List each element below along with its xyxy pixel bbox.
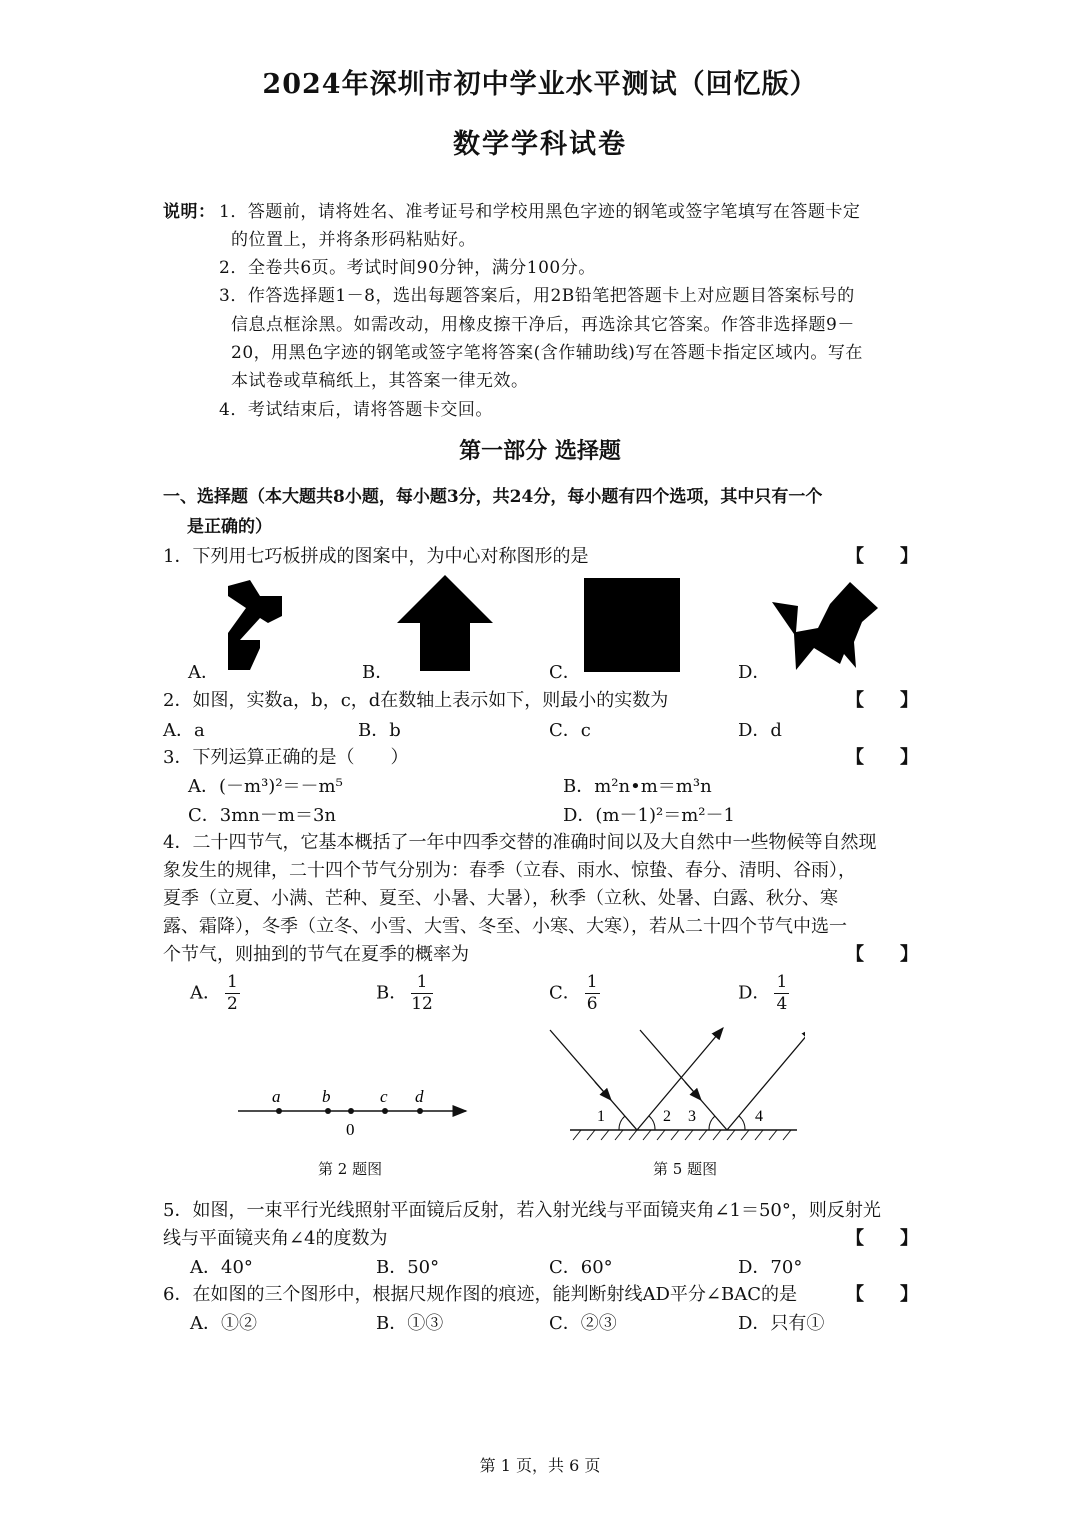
label-zero: 0 bbox=[346, 1120, 355, 1139]
label-b: b bbox=[322, 1087, 331, 1106]
note-line: 1．答题前，请将姓名、准考证号和学校用黑色字迹的钢笔或签字笔填写在答题卡定 bbox=[219, 202, 861, 222]
q4-option-b bbox=[376, 974, 433, 1013]
q4-option-a bbox=[190, 974, 240, 1013]
angle-4-arc bbox=[739, 1116, 745, 1130]
incident-ray-2 bbox=[640, 1030, 727, 1130]
answer-bracket: 【 】 bbox=[846, 747, 918, 768]
option-label: C． bbox=[549, 982, 581, 1004]
label-c: c bbox=[380, 1087, 388, 1106]
question-5-line: 5．如图，一束平行光线照射平面镜后反射，若入射光线与平面镜夹角∠1＝50°，则反射光 bbox=[163, 1200, 881, 1221]
q3-option-a: A．(－m³)²＝－m⁵ bbox=[188, 776, 343, 797]
q5-option-a: A．40° bbox=[190, 1257, 253, 1278]
numerator: 1 bbox=[411, 974, 433, 994]
question-2-stem: 2．如图，实数a，b，c，d在数轴上表示如下，则最小的实数为 bbox=[163, 690, 669, 711]
numerator: 1 bbox=[227, 972, 238, 992]
q6-option-b: B．①③ bbox=[376, 1313, 444, 1334]
point-b bbox=[325, 1108, 331, 1114]
question-4-line: 象发生的规律，二十四个节气分别为：春季（立春、雨水、惊蛰、春分、清明、谷雨）， bbox=[163, 860, 856, 881]
denominator: 12 bbox=[411, 994, 433, 1014]
note-line: 20，用黑色字迹的钢笔或签字笔将答案(含作辅助线)写在答题卡指定区域内。写在 bbox=[231, 343, 863, 363]
angle-2-arc bbox=[649, 1116, 655, 1130]
answer-bracket: 【 】 bbox=[846, 1228, 918, 1249]
section-heading: 是正确的） bbox=[187, 517, 272, 537]
q5-option-c: C．60° bbox=[549, 1257, 613, 1278]
q2-option-b: B．b bbox=[358, 720, 401, 741]
figure-5-caption: 第 5 题图 bbox=[653, 1160, 718, 1178]
q2-option-c: C．c bbox=[549, 720, 591, 741]
incident-arrow-1 bbox=[595, 1082, 611, 1100]
point-d bbox=[417, 1108, 423, 1114]
numerator: 1 bbox=[586, 972, 598, 992]
q2-option-d: D．d bbox=[738, 720, 782, 741]
note-line: 信息点框涂黑。如需改动，用橡皮擦干净后，再选涂其它答案。作答非选择题9－ bbox=[231, 315, 855, 335]
angle-3-label: 3 bbox=[688, 1108, 696, 1125]
point-zero bbox=[348, 1108, 354, 1114]
angle-3-arc bbox=[709, 1116, 715, 1130]
option-label: A． bbox=[190, 982, 221, 1004]
numerator: 1 bbox=[776, 972, 788, 992]
section-title: 第一部分 选择题 bbox=[459, 438, 621, 464]
q4-option-c bbox=[549, 974, 600, 1013]
figure-2-caption: 第 2 题图 bbox=[318, 1160, 383, 1178]
angle-4-label: 4 bbox=[755, 1108, 763, 1125]
label-a: a bbox=[272, 1087, 281, 1106]
reflected-ray-2 bbox=[727, 1028, 805, 1130]
question-5-line: 线与平面镜夹角∠4的度数为 bbox=[163, 1228, 388, 1249]
page-subtitle: 数学学科试卷 bbox=[453, 129, 627, 160]
q3-option-b: B．m²n•m＝m³n bbox=[563, 776, 712, 797]
question-6-stem: 6．在如图的三个图形中，根据尺规作图的痕迹，能判断射线AD平分∠BAC的是 bbox=[163, 1284, 797, 1305]
incident-arrow-2 bbox=[685, 1082, 701, 1100]
q2-option-a: A．a bbox=[163, 720, 205, 741]
q1-option-b: B． bbox=[362, 662, 394, 683]
q4-option-d bbox=[738, 974, 789, 1013]
denominator: 4 bbox=[776, 994, 788, 1014]
q6-option-d: D．只有① bbox=[738, 1313, 825, 1334]
point-a bbox=[276, 1108, 282, 1114]
note-line: 4．考试结束后，请将答题卡交回。 bbox=[219, 400, 493, 420]
q5-option-b: B．50° bbox=[376, 1257, 440, 1278]
answer-bracket: 【 】 bbox=[846, 1284, 918, 1305]
q6-option-c: C．②③ bbox=[549, 1313, 617, 1334]
q1-option-c: C． bbox=[549, 662, 581, 683]
denominator: 6 bbox=[586, 994, 598, 1014]
fraction bbox=[774, 974, 789, 1013]
label-d: d bbox=[415, 1087, 424, 1106]
page-footer: 第 1 页，共 6 页 bbox=[479, 1456, 601, 1475]
number-line-figure bbox=[230, 1080, 480, 1150]
answer-bracket: 【 】 bbox=[846, 944, 918, 965]
tangram-square-figure bbox=[584, 578, 682, 673]
question-3-stem: 3．下列运算正确的是（ ） bbox=[163, 747, 409, 768]
page-title: 2024年深圳市初中学业水平测试（回忆版） bbox=[262, 69, 818, 100]
answer-bracket: 【 】 bbox=[846, 690, 918, 711]
q1-option-a: A． bbox=[188, 662, 219, 683]
note-line: 2．全卷共6页。考试时间90分钟，满分100分。 bbox=[219, 258, 596, 278]
notes-label: 说明： bbox=[163, 202, 216, 222]
point-c bbox=[382, 1108, 388, 1114]
question-4-line: 夏季（立夏、小满、芒种、夏至、小暑、大暑），秋季（立秋、处暑、白露、秋分、寒 bbox=[163, 888, 838, 909]
fraction bbox=[585, 974, 600, 1013]
option-label: B． bbox=[376, 982, 408, 1004]
mirror-hatching bbox=[573, 1130, 791, 1140]
q1-option-d: D． bbox=[738, 662, 771, 683]
q6-option-a: A．①② bbox=[190, 1313, 257, 1334]
question-4-line: 露、霜降），冬季（立冬、小雪、大雪、冬至、小寒、大寒），若从二十四个节气中选一 bbox=[163, 916, 847, 937]
tangram-rabbit-figure bbox=[220, 578, 285, 673]
angle-1-label: 1 bbox=[597, 1108, 605, 1125]
answer-bracket: 【 】 bbox=[846, 546, 918, 567]
question-4-line: 4．二十四节气，它基本概括了一年中四季交替的准确时间以及大自然中一些物候等自然现 bbox=[163, 832, 877, 853]
q3-option-d: D．(m－1)²＝m²－1 bbox=[563, 805, 735, 826]
section-heading: 一、选择题（本大题共8小题，每小题3分，共24分，每小题有四个选项，其中只有一个 bbox=[163, 487, 823, 507]
angle-1-arc bbox=[619, 1116, 625, 1130]
note-line: 3．作答选择题1－8，选出每题答案后，用2B铅笔把答题卡上对应题目答案标号的 bbox=[219, 286, 855, 306]
note-line: 本试卷或草稿纸上，其答案一律无效。 bbox=[231, 371, 529, 391]
denominator: 2 bbox=[227, 994, 238, 1014]
angle-2-label: 2 bbox=[663, 1108, 671, 1125]
q3-option-c: C．3mn－m＝3n bbox=[188, 805, 336, 826]
question-4-line: 个节气，则抽到的节气在夏季的概率为 bbox=[163, 944, 469, 965]
incident-ray-1 bbox=[550, 1030, 637, 1130]
fraction bbox=[411, 974, 433, 1013]
tangram-arrow-figure bbox=[395, 573, 495, 673]
mirror-reflection-figure bbox=[545, 1020, 805, 1145]
fraction bbox=[225, 974, 240, 1013]
tangram-dog-figure bbox=[770, 578, 885, 673]
q5-option-d: D．70° bbox=[738, 1257, 803, 1278]
question-1-stem: 1．下列用七巧板拼成的图案中，为中心对称图形的是 bbox=[163, 546, 589, 567]
note-line: 的位置上，并将条形码粘贴好。 bbox=[231, 230, 476, 250]
reflected-ray-1 bbox=[637, 1028, 723, 1130]
option-label: D． bbox=[738, 982, 771, 1004]
